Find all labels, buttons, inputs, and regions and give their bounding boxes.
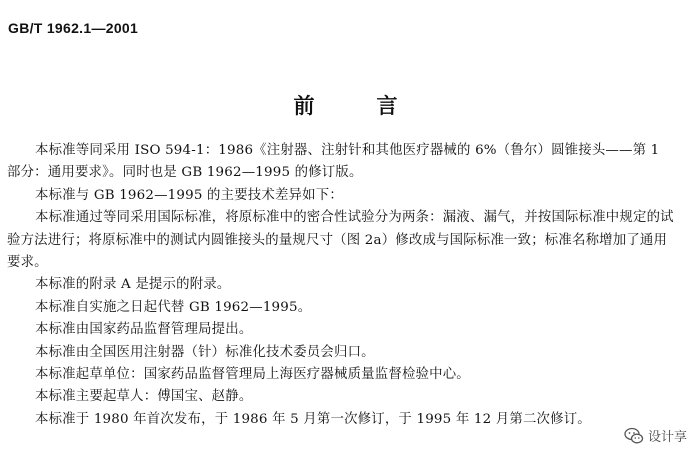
- paragraph: 本标准由国家药品监督管理局提出。: [35, 322, 253, 338]
- paragraph: 本标准等同采用 ISO 594-1：1986《注射器、注射针和其他医疗器械的 6%（鲁尔）圆锥接头——第 1 部分：通用要求》。同时也是 GB 1962—1995 的修订版。: [7, 143, 660, 181]
- watermark-text: 设计享: [647, 430, 687, 445]
- standard-code: GB/T 1962.1—2001: [8, 20, 139, 36]
- title-char-left: 前: [293, 93, 317, 118]
- paragraph: 本标准的附录 A 是提示的附录。: [35, 277, 231, 293]
- paragraph: 本标准主要起草人：傅国宝、赵静。: [35, 389, 253, 405]
- page-title: [0, 90, 693, 120]
- title-char-right: 言: [376, 93, 400, 118]
- paragraph: 本标准起草单位：国家药品监督管理局上海医疗器械质量监督检验中心。: [35, 367, 470, 383]
- paragraph: 本标准与 GB 1962—1995 的主要技术差异如下：: [35, 187, 343, 203]
- paragraph: 本标准于 1980 年首次发布，于 1986 年 5 月第一次修订，于 1995 年 12 月第二次修订。: [35, 411, 591, 427]
- paragraph: 本标准自实施之日起代替 GB 1962—1995。: [35, 299, 312, 315]
- watermark: [624, 426, 687, 445]
- foreword-body: [7, 140, 677, 431]
- paragraph: 本标准通过等同采用国际标准，将原标准中的密合性试验分为两条：漏液、漏气，并按国际标准中规定的试验方法进行；将原标准中的测试内圆锥接头的量规尺寸（图 2a）修改成与国际标准一致；标准名称增加了通用要求。: [7, 210, 674, 271]
- paragraph: 本标准由全国医用注射器（针）标准化技术委员会归口。: [35, 344, 375, 360]
- wechat-icon: [624, 427, 644, 445]
